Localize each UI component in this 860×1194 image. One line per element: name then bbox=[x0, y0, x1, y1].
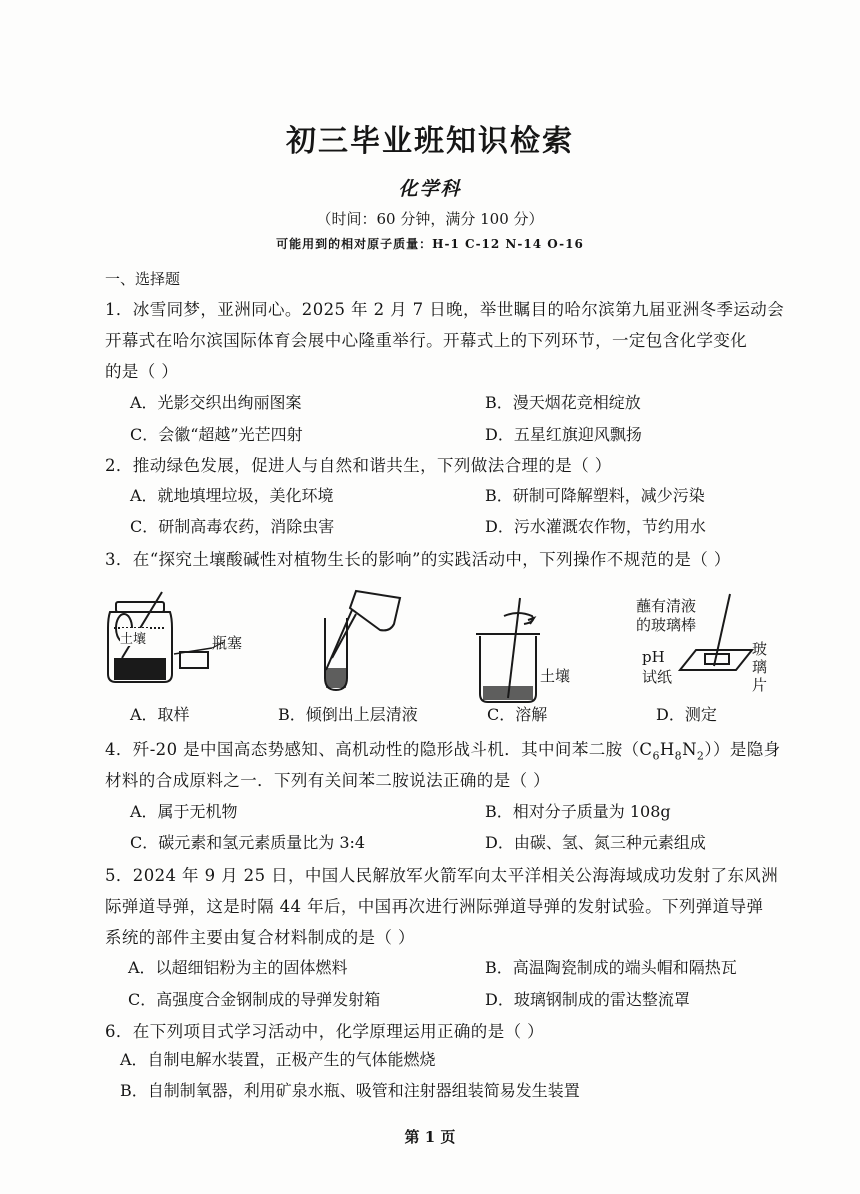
q6-option-a: A．自制电解水装置，正极产生的气体能燃烧 bbox=[120, 1050, 436, 1069]
q4-text: ））是隐身 bbox=[704, 740, 781, 759]
fig-label-ph: 试纸 bbox=[642, 668, 673, 686]
formula-sub: 2 bbox=[696, 749, 705, 763]
fig-label-glass: 璃 bbox=[752, 658, 768, 676]
formula-sub: 6 bbox=[652, 749, 660, 763]
page-number: 第 1 页 bbox=[404, 1128, 456, 1146]
fig-label-soil2: 土壤 bbox=[540, 667, 571, 685]
fig-label-glass: 玻 bbox=[752, 640, 768, 658]
q1-option-a: A．光影交织出绚丽图案 bbox=[130, 393, 302, 412]
q6-option-b: B．自制制氧器，利用矿泉水瓶、吸管和注射器组装简易发生装置 bbox=[120, 1081, 580, 1100]
q4-stem-line: 材料的合成原料之一．下列有关间苯二胺说法正确的是（ ） bbox=[105, 771, 551, 790]
fig-label-rod: 的玻璃棒 bbox=[636, 616, 697, 634]
q1-stem-line: 的是（ ） bbox=[105, 362, 179, 381]
formula-part: H bbox=[659, 740, 675, 759]
subject-title: 化学科 bbox=[398, 178, 462, 200]
q1-stem-line: 开幕式在哈尔滨国际体育会展中心隆重举行。开幕式上的下列环节，一定包含化学变化 bbox=[105, 331, 748, 350]
q4-option-d: D．由碳、氢、氮三种元素组成 bbox=[485, 833, 706, 852]
q5-option-a: A．以超细铝粉为主的固体燃料 bbox=[128, 958, 348, 977]
q4-option-a: A．属于无机物 bbox=[130, 802, 238, 821]
q5-option-d: D．玻璃钢制成的雷达整流罩 bbox=[485, 990, 690, 1009]
fig-label-rod: 蘸有清液 bbox=[636, 597, 697, 615]
fig-label-stopper: 瓶塞 bbox=[212, 634, 243, 652]
q3-stem: 3．在“探究土壤酸碱性对植物生长的影响”的实践活动中，下列操作不规范的是（ ） bbox=[105, 550, 731, 569]
q3-option-d: D．测定 bbox=[656, 705, 717, 724]
q1-stem-line: 1．冰雪同梦，亚洲同心。2025 年 2 月 7 日晚，举世瞩目的哈尔滨第九届亚洲冬季运动会 bbox=[105, 300, 785, 319]
q2-option-b: B．研制可降解塑料，减少污染 bbox=[485, 486, 705, 505]
q2-option-d: D．污水灌溉农作物，节约用水 bbox=[485, 517, 706, 536]
q5-option-c: C．高强度合金钢制成的导弹发射箱 bbox=[128, 990, 381, 1009]
formula-part: N bbox=[682, 740, 697, 759]
q3-option-a: A．取样 bbox=[130, 705, 190, 724]
page-title: 初三毕业班知识检索 bbox=[286, 124, 574, 159]
time-info: （时间：60 分钟，满分 100 分） bbox=[316, 210, 544, 228]
q3-option-b: B．倾倒出上层清液 bbox=[278, 705, 418, 724]
q2-option-a: A．就地填埋垃圾，美化环境 bbox=[130, 486, 334, 505]
q3-option-c: C．溶解 bbox=[487, 705, 548, 724]
q5-stem-line: 际弹道导弹，这是时隔 44 年后，中国再次进行洲际弹道导弹的发射试验。下列弹道导弹 bbox=[105, 897, 764, 916]
q5-stem-line: 系统的部件主要由复合材料制成的是（ ） bbox=[105, 928, 415, 947]
q2-option-c: C．研制高毒农药，消除虫害 bbox=[130, 517, 335, 536]
q4-option-b: B．相对分子质量为 108g bbox=[485, 802, 671, 821]
q1-option-b: B．漫天烟花竞相绽放 bbox=[485, 393, 641, 412]
q4-stem-line bbox=[105, 736, 781, 762]
q4-text: 4．歼-20 是中国高态势感知、高机动性的隐形战斗机．其中间苯二胺（C bbox=[105, 740, 653, 759]
section-heading: 一、选择题 bbox=[105, 270, 181, 288]
atomic-mass-info: 可能用到的相对原子质量：H-1 C-12 N-14 O-16 bbox=[276, 237, 584, 251]
fig-label-glass: 片 bbox=[752, 676, 768, 694]
fig-label-ph: pH bbox=[642, 648, 665, 666]
q1-option-d: D．五星红旗迎风飘扬 bbox=[485, 425, 642, 444]
q5-option-b: B．高温陶瓷制成的端头帽和隔热瓦 bbox=[485, 958, 737, 977]
q1-option-c: C．会徽“超越”光芒四射 bbox=[130, 425, 303, 444]
q4-option-c: C．碳元素和氢元素质量比为 3:4 bbox=[130, 833, 366, 852]
q2-stem: 2．推动绿色发展，促进人与自然和谐共生，下列做法合理的是（ ） bbox=[105, 456, 612, 475]
q5-stem-line: 5．2024 年 9 月 25 日，中国人民解放军火箭军向太平洋相关公海海域成功发射了东风洲 bbox=[105, 866, 779, 885]
fig-label-soil: 土壤 bbox=[120, 632, 147, 647]
q6-stem: 6．在下列项目式学习活动中，化学原理运用正确的是（ ） bbox=[105, 1022, 545, 1041]
formula-sub: 8 bbox=[674, 749, 683, 763]
